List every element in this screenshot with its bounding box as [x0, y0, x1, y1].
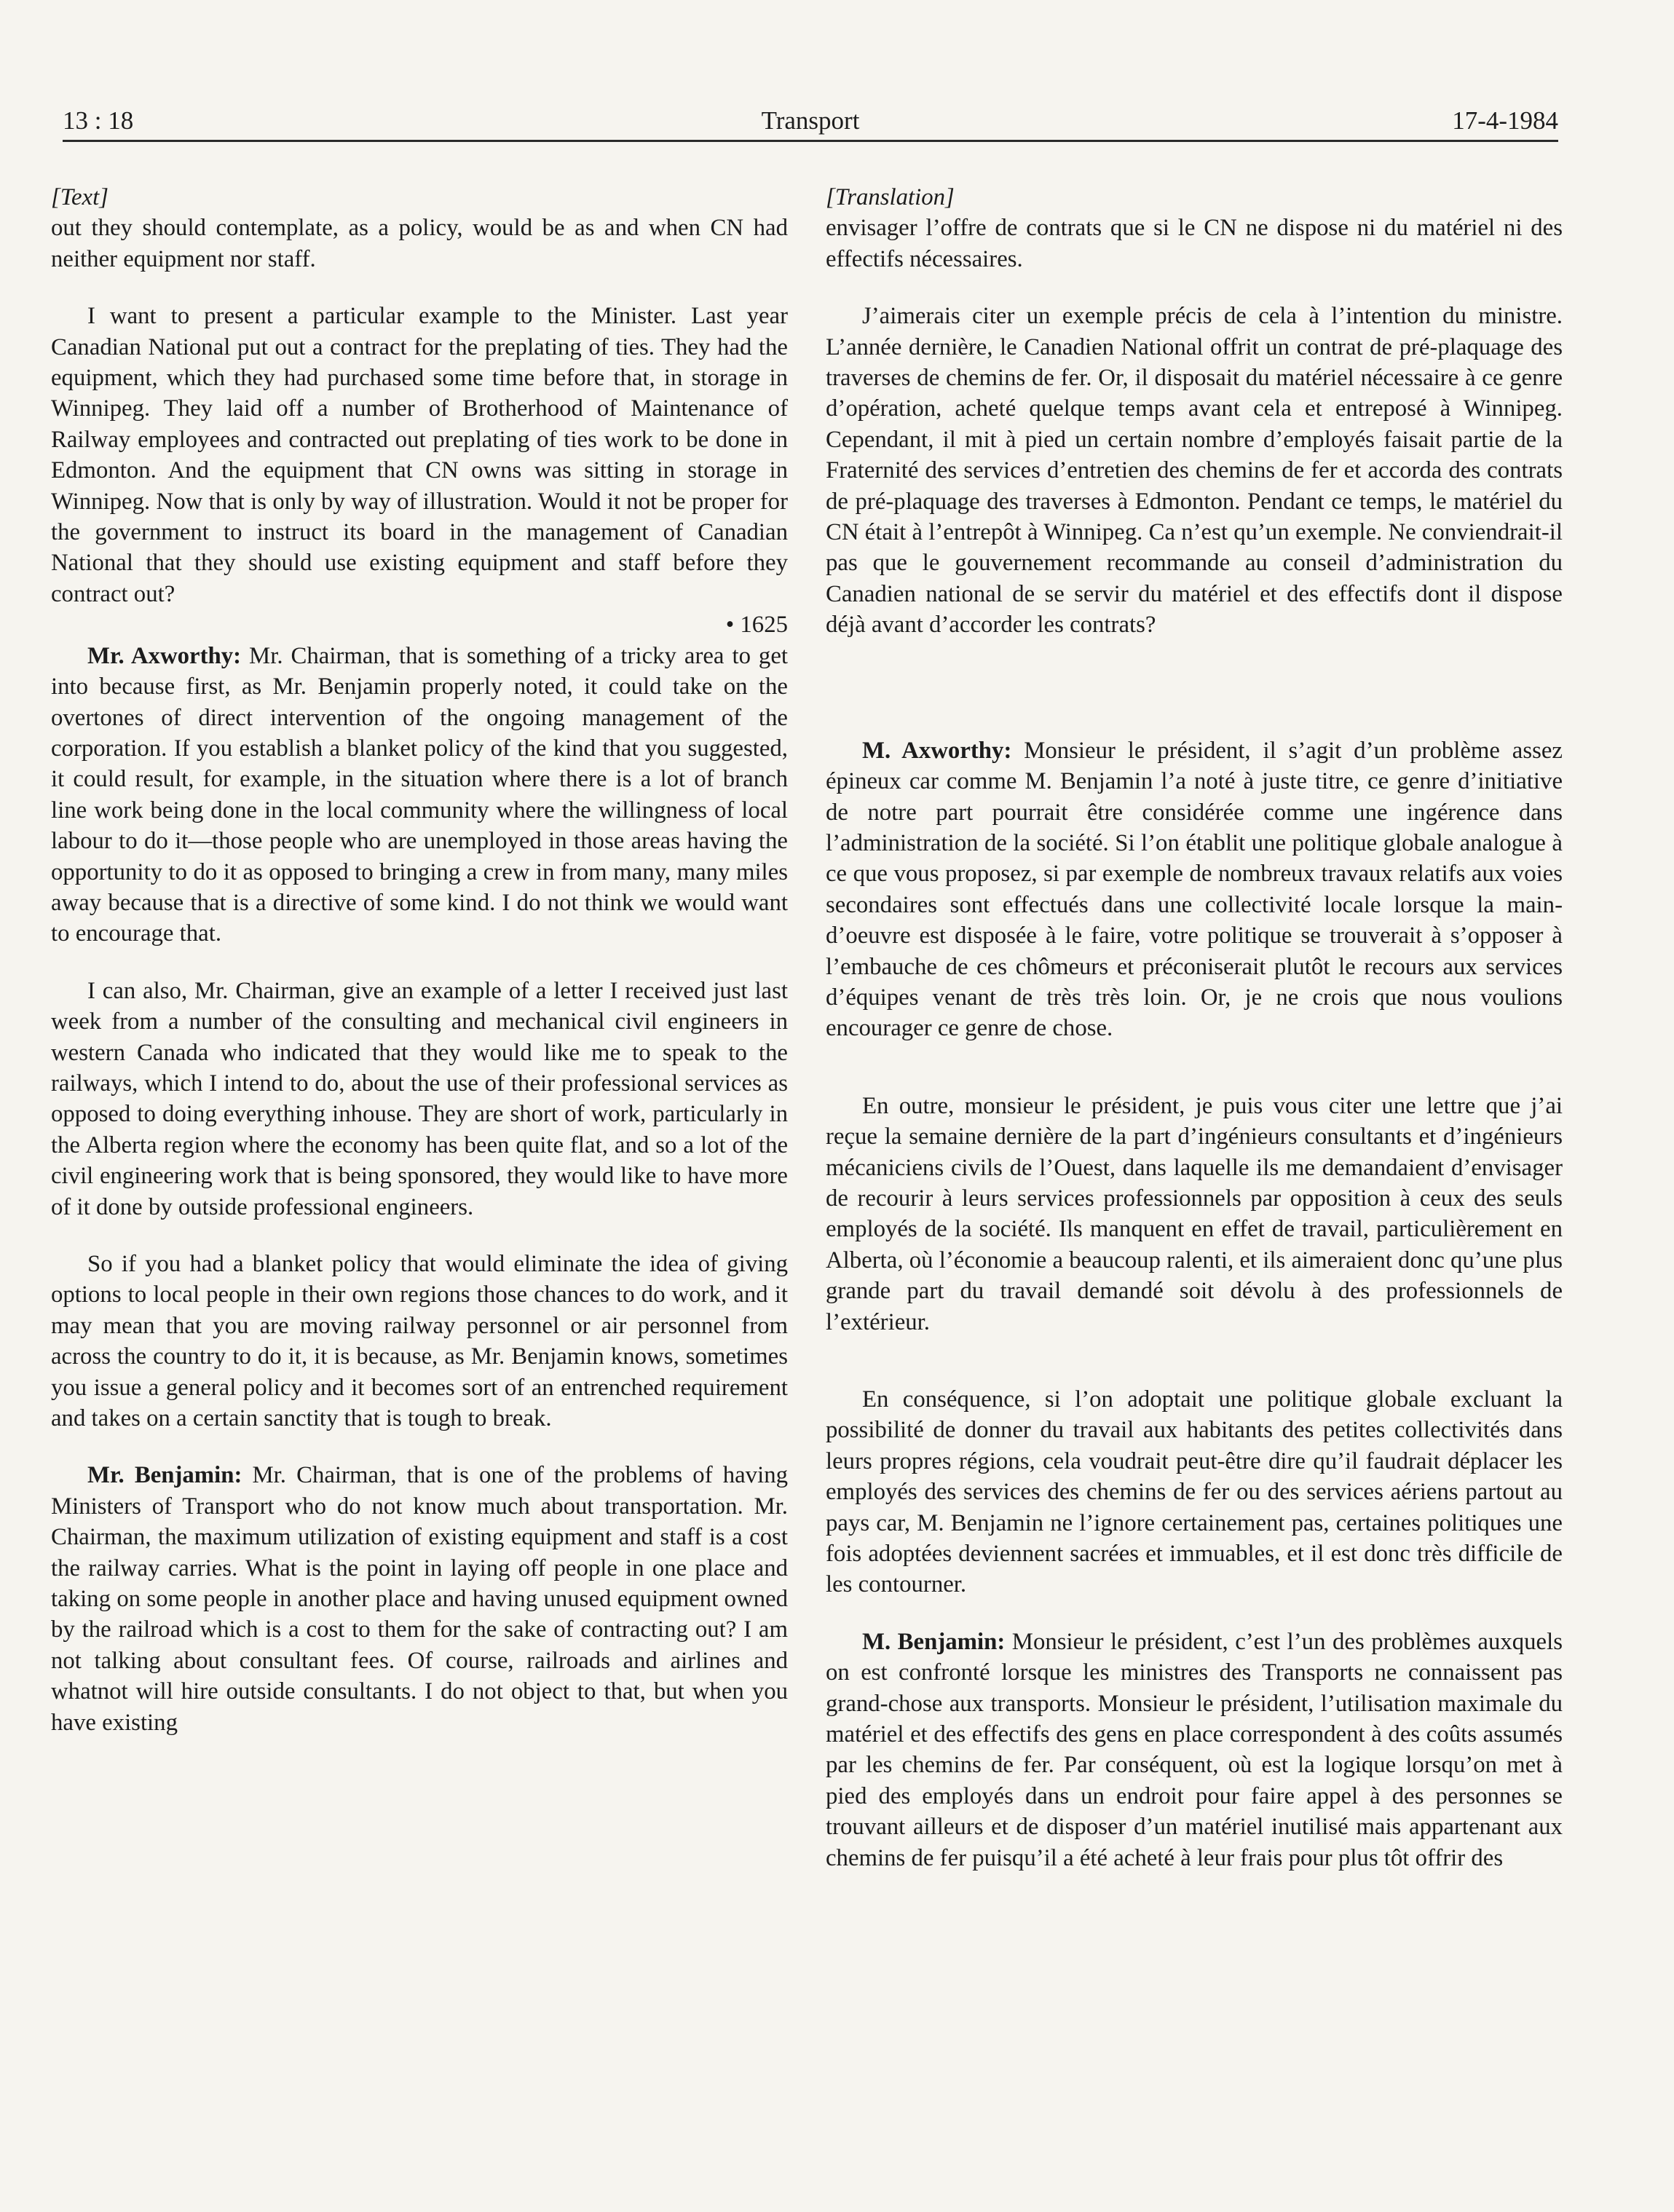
- english-paragraph-benjamin: [51, 1460, 788, 1738]
- english-paragraph-4: I can also, Mr. Chairman, give an example of a letter I received just last week from a number of the consulting and mechanical civil engineers in western Canada who indicated that they would like me to speak to the railways, which I intend to do, about the use of their professional services as opposed to doing everything inhouse. They are short of work, particularly in the Alberta region where the economy has been quite flat, and so a lot of the civil engineering work that is being sponsored, they would like to have more of it done by outside professional engineers.: [51, 977, 788, 1220]
- french-paragraph-benjamin: [826, 1627, 1563, 1873]
- english-paragraph-1: out they should contemplate, as a policy, would be as and when CN had neither equipment nor staff.: [51, 215, 788, 272]
- french-paragraph-4: En outre, monsieur le président, je puis vous citer une lettre que j’ai reçue la semaine dernière de la part d’ingénieurs consultants et d’ingénieurs mécaniciens civils de l’Ouest, dans laquelle ils me demandaient d’envisager de recourir à leurs services professionnels par opposition à ceux des seuls employés de la société. Ils manquent en effet de travail, particulièrement en Alberta, où l’économie a beaucoup ralenti, et ils aimeraient donc qu’une plus grande part du travail demandé soit dévolu à des professionnels de l’extérieur.: [826, 1092, 1563, 1335]
- english-paragraph-axworthy: [51, 641, 788, 949]
- speech-text: Mr. Chairman, that is one of the problems of having Ministers of Transport who do not know much about transportation. Mr. Chairman, the maximum utilization of existing equipment and staff is a cost the railway carries. What is the point in laying off people in one place and taking on some people in another place and having unused equipment owned by the railroad which is a cost to them for the sake of contracting out? I am not talking about consultant fees. Of course, railroads and airlines and whatnot will hire outside consultants. I do not object to that, but when you have existing: [51, 1462, 788, 1736]
- french-paragraph-5: En conséquence, si l’on adoptait une politique globale excluant la possibilité de donner du travail aux habitants des petites collectivités dans leurs propres régions, cela voudrait peut-être dire qu’il faudrait déplacer les employés des services des chemins de fer ou des services aériens partout au pays car, M. Benjamin ne l’ignore certainement pas, certaines politiques une fois adoptées deviennent sacrées et immuables, et il est donc très difficile de les contourner.: [826, 1386, 1563, 1598]
- french-paragraph-2: J’aimerais citer un exemple précis de cela à l’intention du ministre. L’année dernière, le Canadien National offrit un contrat de pré-plaquage des traverses de chemins de fer. Or, il disposait du matériel nécessaire à ce genre d’opération, acheté quelque temps avant cela et entreposé à Winnipeg. Cependant, il mit à pied un certain nombre d’employés faisait partie de la Fraternité des services d’entretien des chemins de fer et accorda des contrats de pré-plaquage des traverses à Edmonton. Pendant ce temps, le matériel du CN était à l’entrepôt à Winnipeg. Ca n’est qu’un exemple. Ne conviendrait-il pas que le gouvernement recommande au conseil d’administration du Canadien national de se servir du matériel et des effectifs dont il dispose déjà avant d’accorder les contrats?: [826, 303, 1563, 639]
- english-paragraph-2: I want to present a particular example to the Minister. Last year Canadian National put out a contract for the preplating of ties. They had the equipment, which they had purchased some time before that, in storage in Winnipeg. They laid off a number of Brotherhood of Maintenance of Railway employees and contracted out preplating of ties work to be done in Edmonton. And the equipment that CN owns was sitting in storage in Winnipeg. Now that is only by way of illustration. Would it not be proper for the government to instruct its board in the management of Canadian National that they should use existing equipment and staff before they contract out?: [51, 303, 788, 607]
- french-paragraph-axworthy: [826, 735, 1563, 1044]
- text-tag: [Text]: [51, 184, 108, 210]
- speaker-name: Mr. Benjamin:: [87, 1462, 242, 1489]
- page-header: [63, 106, 1558, 141]
- timestamp-marker: • 1625: [725, 612, 788, 639]
- english-paragraph-5: So if you had a blanket policy that would eliminate the idea of giving options to local people in their own regions those chances to do work, and it may mean that you are moving railway personnel or air personnel from across the country to do it, it is because, as Mr. Benjamin knows, sometimes you issue a general policy and it becomes sort of an entrenched requirement and takes on a certain sanctity that is tough to break.: [51, 1251, 788, 1432]
- running-title: Transport: [761, 106, 860, 135]
- speech-text: Monsieur le président, il s’agit d’un problème assez épineux car comme M. Benjamin l’a noté à juste titre, ce genre d’initiative de notre part pourrait être considérée comme une ingérence dans l’administration de la société. Si l’on établit une politique globale analogue à ce que vous proposez, si par exemple de nombreux travaux relatifs aux voies secondaires sont effectués dans une collectivité locale lorsque la main-d’oeuvre est disposée à le faire, votre politique se trouverait à s’opposer à l’embauche de ces chômeurs et préconiserait plutôt le recours aux services d’équipes venant de très très loin. Or, je ne crois que nous voulions encourager ce genre de chose.: [826, 737, 1563, 1042]
- column-spacer: [826, 641, 1563, 735]
- speaker-name: Mr. Axworthy:: [87, 642, 242, 669]
- translation-tag: [Translation]: [826, 184, 955, 210]
- page-number: 13 : 18: [63, 106, 134, 135]
- speaker-name: M. Axworthy:: [862, 737, 1012, 764]
- french-paragraph-1: envisager l’offre de contrats que si le CN ne dispose ni du matériel ni des effectifs nécessaires.: [826, 215, 1563, 272]
- french-column: [826, 182, 1563, 1873]
- speech-text: Monsieur le président, c’est l’un des problèmes auxquels on est confronté lorsque les ministres des Transports ne connaissent pas grand-chose aux transports. Monsieur le président, l’utilisation maximale du matériel et des effectifs des gens en place correspondent à des coûts assumés par les chemins de fer. Par conséquent, où est la logique lorsqu’on met à pied des employés dans un endroit pour faire appel à des personnes se trouvant ailleurs et de disposer d’un matériel inutilisé mais appartenant aux chemins de fer puisqu’il a été acheté à leur frais pour plus tôt offrir des: [826, 1628, 1563, 1871]
- header-rule: [63, 140, 1558, 142]
- english-column: [51, 182, 788, 1738]
- speech-text: Mr. Chairman, that is something of a tricky area to get into because first, as Mr. Benjamin properly noted, it could take on the overtones of direct intervention of the ongoing management of the corporation. If you establish a blanket policy of the kind that you suggested, it could result, for example, in the situation where there is a lot of branch line work being done in the local community where the willingness of local labour to do it—those people who are unemployed in those areas having the opportunity to do it as opposed to bringing a crew in from many, many miles away because that is a directive of some kind. I do not think we would want to encourage that.: [51, 642, 788, 947]
- page-date: 17-4-1984: [1452, 106, 1558, 135]
- speaker-name: M. Benjamin:: [862, 1628, 1006, 1655]
